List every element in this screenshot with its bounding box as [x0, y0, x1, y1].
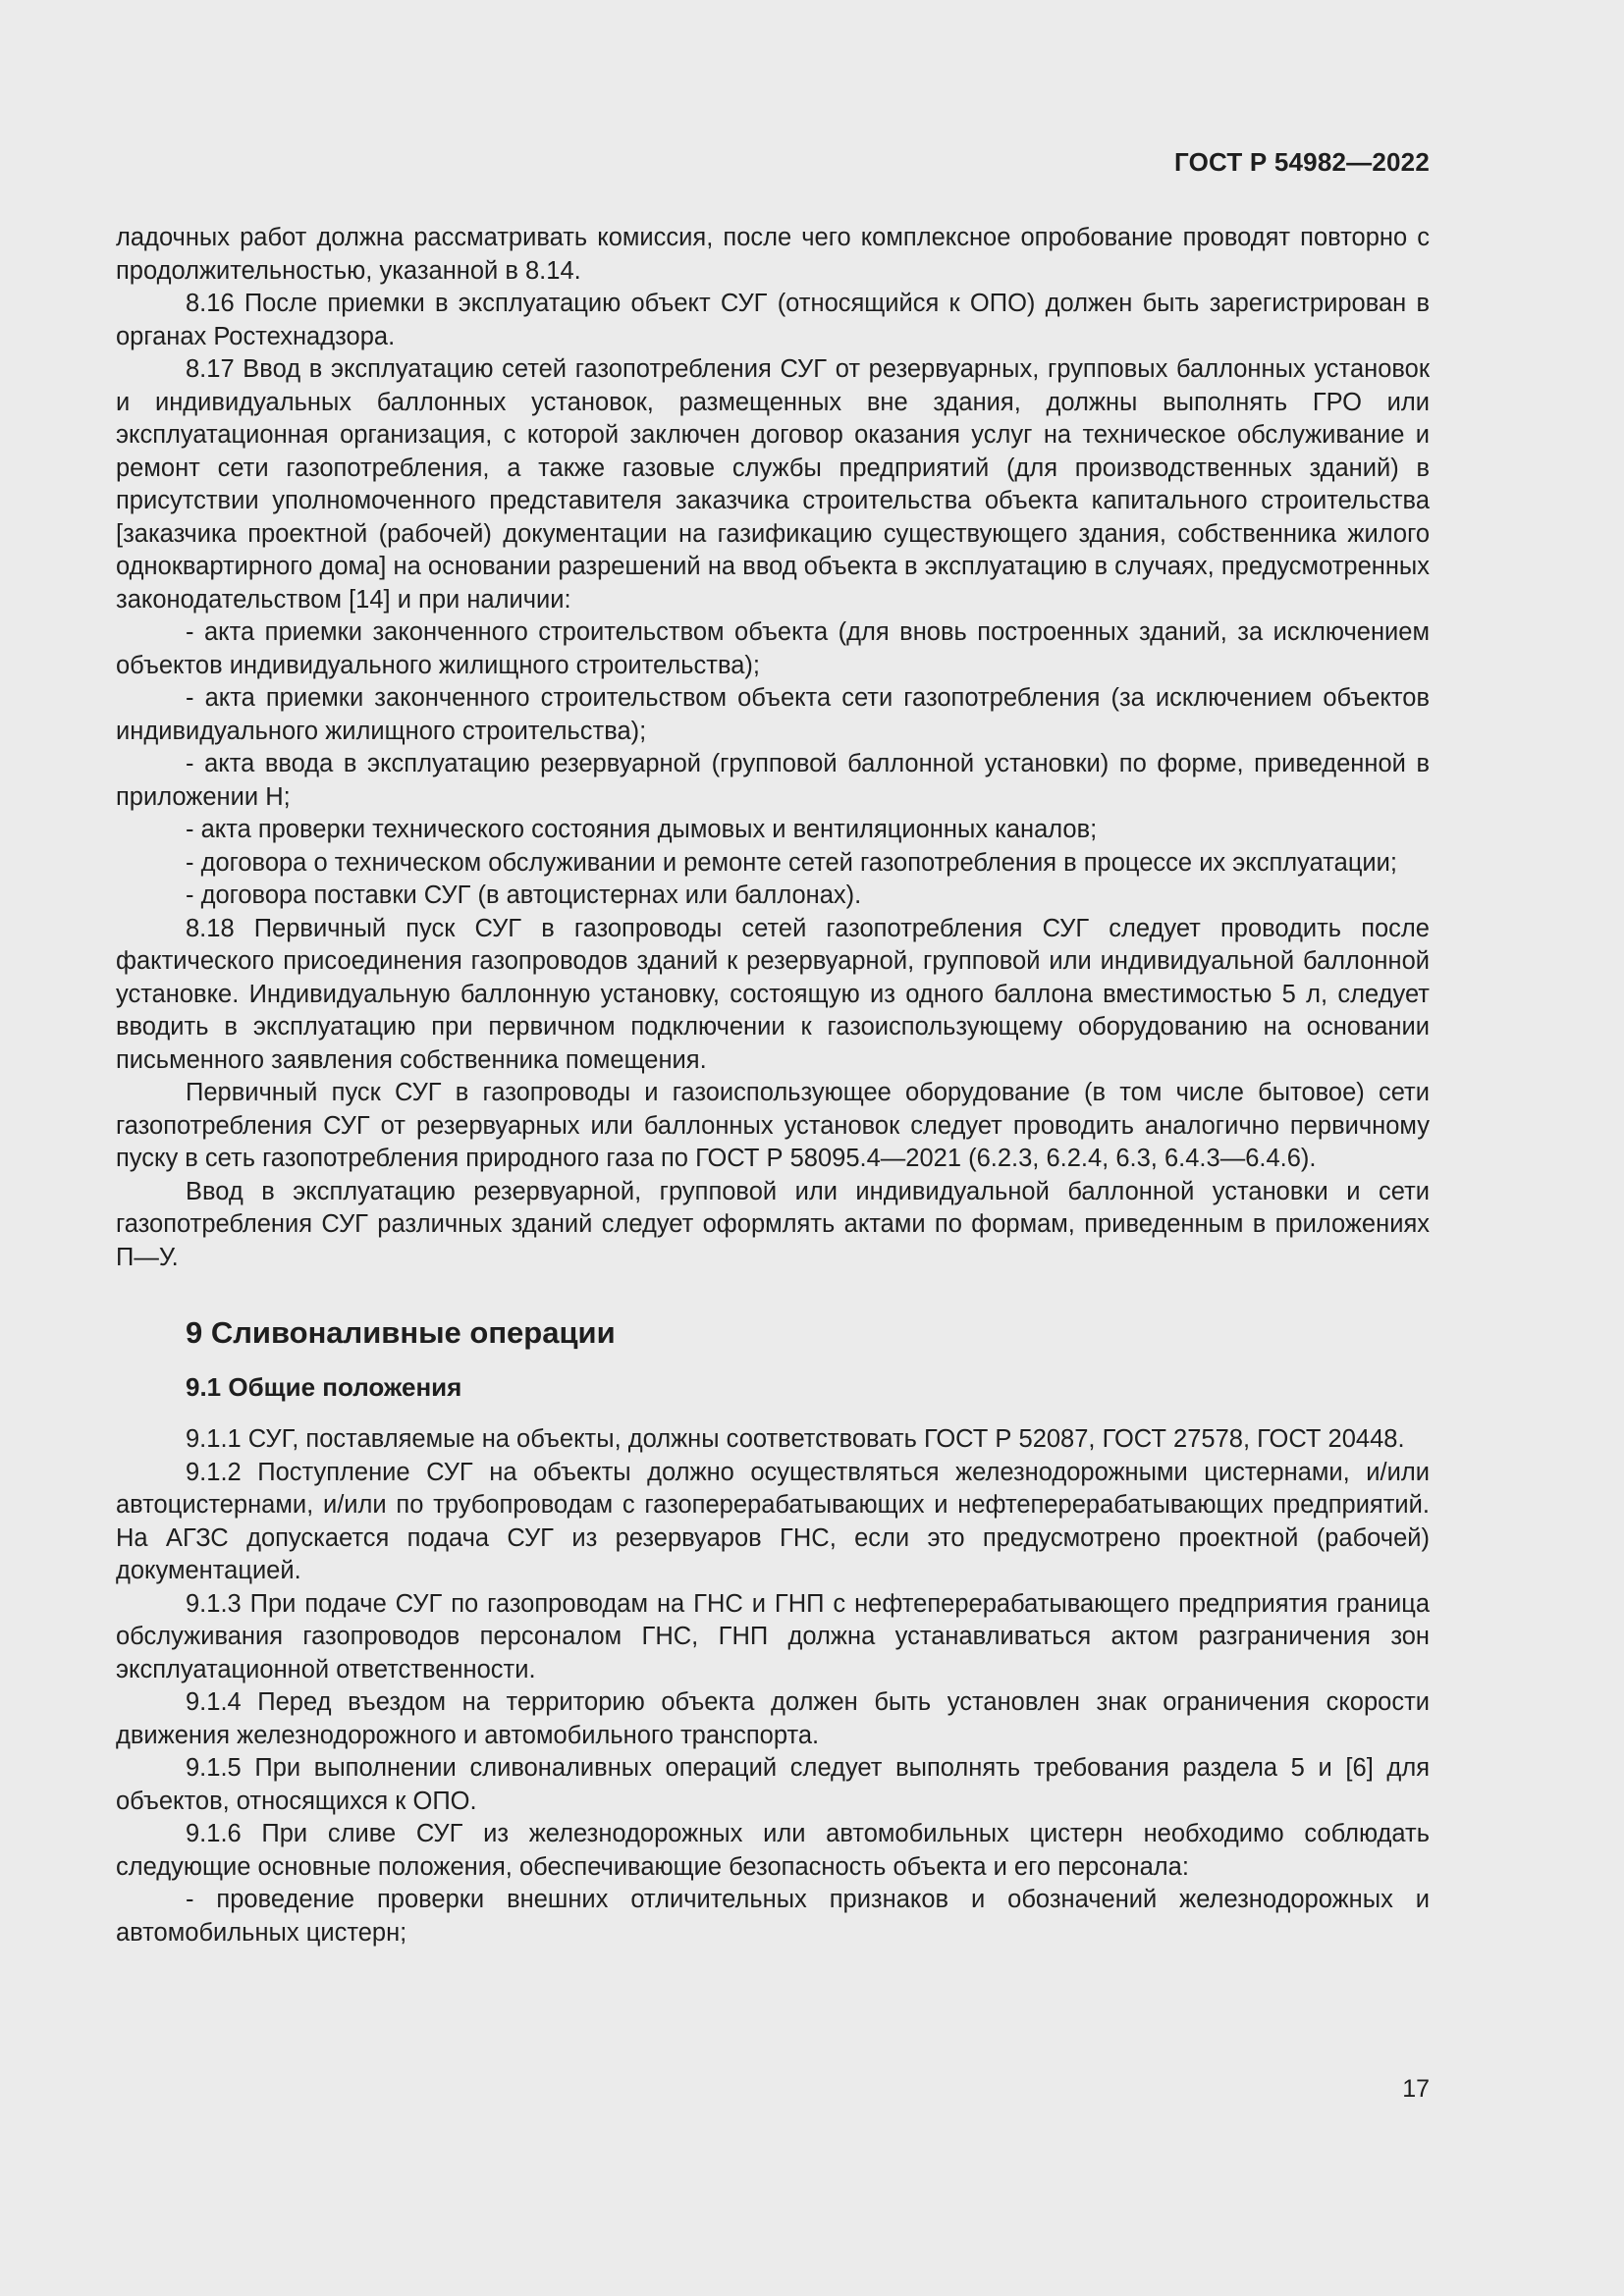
paragraph: 8.18 Первичный пуск СУГ в газопроводы сетей газопотребления СУГ следует проводить после фактического присоединения газопроводов зданий к резервуарной, групповой или индивидуальной баллонной установке. Индивидуальную баллонную установку, состоящую из одного баллона вместимостью 5 л, следует вводить в эксплуатацию при первичном подключении к газоиспользующему оборудованию на основании письменного заявления собственника помещения. [116, 914, 1430, 1074]
paragraph: 9.1.2 Поступление СУГ на объекты должно осуществляться железнодорожными цистернами, и/или автоцистернами, и/или по трубопроводам с газоперерабатывающих и нефтеперерабатывающих предприятий. На АГЗС допускается подача СУГ из резервуаров ГНС, если это предусмотрено проектной (рабочей) документацией. [116, 1458, 1430, 1584]
paragraph: - акта приемки законченного строительством объекта (для вновь построенных зданий, за исключением объектов индивидуального жилищного строительства); [116, 618, 1430, 679]
paragraph: 9.1.5 При выполнении сливоналивных операций следует выполнять требования раздела 5 и [6] для объектов, относящихся к ОПО. [116, 1754, 1430, 1815]
paragraph: - акта ввода в эксплуатацию резервуарной (групповой баллонной установки) по форме, приведенной в приложении Н; [116, 750, 1430, 811]
paragraph: 9.1.1 СУГ, поставляемые на объекты, должны соответствовать ГОСТ Р 52087, ГОСТ 27578, ГОСТ 20448. [186, 1425, 1405, 1453]
subsection-heading: 9.1 Общие положения [186, 1372, 462, 1402]
section-9-text [116, 1423, 1430, 1949]
paragraph: ладочных работ должна рассматривать комиссия, после чего комплексное опробование проводят повторно с продолжительностью, указанной в 8.14. [116, 224, 1430, 285]
paragraph: - акта приемки законченного строительством объекта сети газопотребления (за исключением объектов индивидуального жилищного строительства); [116, 684, 1430, 745]
paragraph: 8.16 После приемки в эксплуатацию объект СУГ (относящийся к ОПО) должен быть зарегистрирован в органах Ростехнадзора. [116, 290, 1430, 350]
paragraph: 9.1.4 Перед въездом на территорию объекта должен быть установлен знак ограничения скорости движения железнодорожного и автомобильного транспорта. [116, 1688, 1430, 1749]
paragraph: Первичный пуск СУГ в газопроводы и газоиспользующее оборудование (в том числе бытовое) сети газопотребления СУГ от резервуарных или баллонных установок следует проводить аналогично первичному пуску в сеть газопотребления природного газа по ГОСТ Р 58095.4—2021 (6.2.3, 6.2.4, 6.3, 6.4.3—6.4.6). [116, 1079, 1430, 1172]
paragraph: - проведение проверки внешних отличительных признаков и обозначений железнодорожных и автомобильных цистерн; [116, 1886, 1430, 1947]
paragraph: Ввод в эксплуатацию резервуарной, групповой или индивидуальной баллонной установки и сети газопотребления СУГ различных зданий следует оформлять актами по формам, приведенным в приложениях П—У. [116, 1177, 1430, 1271]
paragraph: - акта проверки технического состояния дымовых и вентиляционных каналов; [186, 816, 1098, 843]
document-body [116, 222, 1430, 1949]
paragraph: 9.1.6 При сливе СУГ из железнодорожных или автомобильных цистерн необходимо соблюдать следующие основные положения, обеспечивающие безопасность объекта и его персонала: [116, 1820, 1430, 1881]
paragraph: 8.17 Ввод в эксплуатацию сетей газопотребления СУГ от резервуарных, групповых баллонных установок и индивидуальных баллонных установок, размещенных вне здания, должны выполнять ГРО или эксплуатационная организация, с которой заключен договор оказания услуг на техническое обслуживание и ремонт сети газопотребления, а также газовые службы предприятий (для производственных зданий) в присутствии уполномоченного представителя заказчика строительства объекта капитального строительства [заказчика проектной (рабочей) документации на газификацию существующего здания, собственника жилого одноквартирного дома] на основании разрешений на ввод объекта в эксплуатацию в случаях, предусмотренных законодательством [14] и при наличии: [116, 355, 1430, 614]
document-code-header: ГОСТ Р 54982—2022 [1174, 147, 1430, 177]
paragraph: 9.1.3 При подаче СУГ по газопроводам на ГНС и ГНП с нефтеперерабатывающего предприятия граница обслуживания газопроводов персоналом ГНС, ГНП должна устанавливаться актом разграничения зон эксплуатационной ответственности. [116, 1589, 1430, 1683]
section-heading: 9 Сливоналивные операции [186, 1315, 616, 1350]
section-8-text [116, 222, 1430, 1274]
paragraph: - договора о техническом обслуживании и ремонте сетей газопотребления в процессе их эксплуатации; [186, 848, 1397, 877]
paragraph: - договора поставки СУГ (в автоцистернах или баллонах). [186, 881, 862, 909]
page-number: 17 [1402, 2075, 1430, 2103]
